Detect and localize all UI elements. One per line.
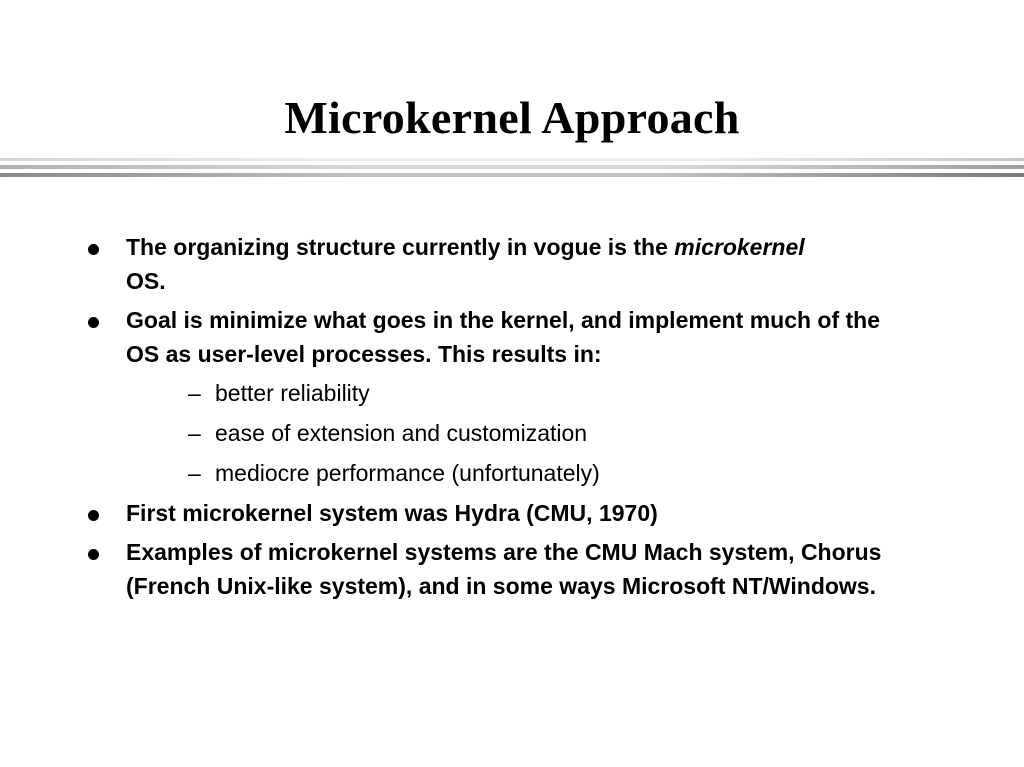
dash-icon: – (188, 420, 201, 446)
sub-item (0, 376, 1024, 410)
bullet-item (0, 496, 1024, 530)
bullet-text: The organizing structure currently in vogue is the (126, 234, 675, 260)
bullet-text: OS. (126, 268, 166, 294)
sub-item-text: better reliability (215, 380, 370, 406)
bullet-dot-icon (88, 244, 99, 255)
bullet-text: Examples of microkernel systems are the CMU Mach system, Chorus (French Unix-like system), and in some ways Microsoft NT/Windows. (126, 539, 882, 599)
bullet-item (0, 303, 956, 371)
title-divider-bottom (0, 173, 1024, 177)
sub-item-text: mediocre performance (unfortunately) (215, 460, 600, 486)
bullet-item (0, 535, 946, 603)
slide-body (0, 230, 1024, 608)
slide-title: Microkernel Approach (284, 92, 740, 143)
bullet-text: Goal is minimize what goes in the kernel, and implement much of the OS as user-level processes. This results in: (126, 307, 881, 367)
title-divider-top (0, 158, 1024, 161)
title-divider-middle (0, 165, 1024, 169)
bullet-text-italic: microkernel (674, 234, 805, 260)
bullet-text: First microkernel system was Hydra (CMU, 1970) (126, 500, 658, 526)
dash-icon: – (188, 460, 201, 486)
sub-item (0, 456, 1024, 490)
bullet-dot-icon (88, 317, 99, 328)
bullet-dot-icon (88, 510, 99, 521)
sub-item-text: ease of extension and customization (215, 420, 588, 446)
dash-icon: – (188, 380, 201, 406)
bullet-item (0, 230, 906, 298)
sub-item (0, 416, 1024, 450)
bullet-dot-icon (88, 549, 99, 560)
